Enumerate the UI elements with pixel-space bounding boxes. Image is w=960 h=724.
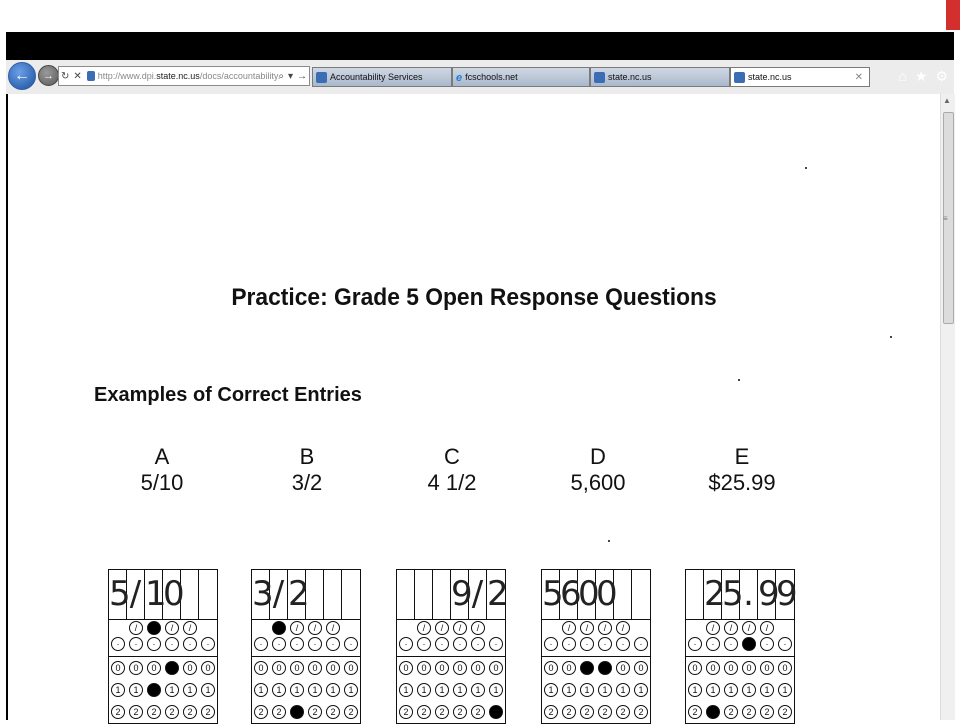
digit-bubble[interactable]: 0: [290, 661, 304, 675]
decimal-bubble[interactable]: ·: [544, 637, 558, 651]
slash-bubble[interactable]: /: [308, 621, 322, 635]
answer-cell: [433, 570, 451, 619]
decimal-point-row: [252, 636, 360, 652]
decimal-bubble[interactable]: ·: [165, 637, 179, 651]
slash-bubble[interactable]: /: [580, 621, 594, 635]
decimal-bubble[interactable]: ·: [399, 637, 413, 651]
digit-bubble[interactable]: 2: [435, 705, 449, 719]
digit-bubble[interactable]: 1: [742, 683, 756, 697]
decimal-bubble[interactable]: ·: [344, 637, 358, 651]
digit-bubble[interactable]: 0: [616, 661, 630, 675]
tab-accountability-services[interactable]: [312, 67, 452, 87]
decimal-point-row: [109, 636, 217, 652]
slash-bubble[interactable]: /: [471, 621, 485, 635]
slash-bubble[interactable]: /: [183, 621, 197, 635]
decimal-bubble[interactable]: ·: [111, 637, 125, 651]
digit-bubble[interactable]: 2: [544, 705, 558, 719]
digit-bubble[interactable]: 0: [111, 661, 125, 675]
example-letter: A: [154, 444, 170, 469]
answer-cell: 5: [542, 570, 560, 619]
answer-grid-b: [251, 569, 361, 724]
fraction-bar-row: [252, 620, 360, 636]
answer-cell: 0: [163, 570, 181, 619]
digit-bubble[interactable]: 2: [165, 705, 179, 719]
example-letter: E: [734, 444, 750, 469]
decimal-bubble[interactable]: ·: [580, 637, 594, 651]
answer-cell: 5: [109, 570, 127, 619]
answer-cell: /: [127, 570, 145, 619]
back-button[interactable]: [8, 62, 36, 90]
digit-bubble[interactable]: 0: [344, 661, 358, 675]
answer-cell: [686, 570, 704, 619]
handwritten-answer-row: [542, 570, 650, 620]
answer-cell: /: [270, 570, 288, 619]
digit-bubble[interactable]: 0: [489, 661, 503, 675]
digit-bubble[interactable]: 2: [453, 705, 467, 719]
fraction-bar-row: [109, 620, 217, 636]
digit-bubble[interactable]: 0: [760, 661, 774, 675]
digit-bubble[interactable]: 1: [326, 683, 340, 697]
answer-grid-c: [396, 569, 509, 724]
slash-bubble[interactable]: /: [760, 621, 774, 635]
slide-accent-bar: [946, 0, 960, 30]
digit-bubble[interactable]: 1: [471, 683, 485, 697]
decimal-bubble[interactable]: ·: [435, 637, 449, 651]
slash-bubble[interactable]: /: [453, 621, 467, 635]
digit-bubble[interactable]: 1: [201, 683, 215, 697]
digit-bubble[interactable]: 0: [471, 661, 485, 675]
digit-bubble[interactable]: 0: [129, 661, 143, 675]
favorites-icon[interactable]: ★: [914, 68, 928, 84]
digit-bubble[interactable]: 1: [254, 683, 268, 697]
example-value: 5/10: [140, 470, 184, 495]
tab-label: Accountability Services: [330, 72, 423, 82]
answer-grid-d: [541, 569, 651, 724]
digit-row-0: [686, 657, 794, 679]
digit-bubble[interactable]: 1: [489, 683, 503, 697]
answer-cell: 0: [596, 570, 614, 619]
go-arrow-icon[interactable]: →: [297, 70, 307, 82]
decimal-bubble[interactable]: ·: [778, 637, 792, 651]
answer-cell: 2: [704, 570, 722, 619]
example-letter: B: [299, 444, 315, 469]
digit-bubble[interactable]: 0: [183, 661, 197, 675]
digit-bubble[interactable]: 2: [580, 705, 594, 719]
digit-bubble[interactable]: 1: [544, 683, 558, 697]
digit-bubble[interactable]: 1: [165, 683, 179, 697]
digit-bubble[interactable]: 1: [760, 683, 774, 697]
digit-bubble[interactable]: 0: [272, 661, 286, 675]
slash-bubble[interactable]: /: [129, 621, 143, 635]
digit-bubble[interactable]: 1: [129, 683, 143, 697]
digit-bubble[interactable]: 2: [147, 705, 161, 719]
example-value: 5,600: [570, 470, 626, 495]
tab-state-nc-us[interactable]: [590, 67, 730, 87]
digit-bubble[interactable]: 1: [634, 683, 648, 697]
example-label-e: [682, 444, 802, 496]
digit-bubble[interactable]: 0: [453, 661, 467, 675]
digit-bubble[interactable]: 2: [201, 705, 215, 719]
digit-bubble[interactable]: 0: [544, 661, 558, 675]
digit-row-1: [397, 679, 505, 701]
answer-cell: [415, 570, 433, 619]
slash-bubble[interactable]: /: [435, 621, 449, 635]
close-tab-icon[interactable]: ✕: [854, 71, 863, 83]
digit-bubble[interactable]: 2: [272, 705, 286, 719]
decimal-bubble[interactable]: ·: [326, 637, 340, 651]
answer-cell: /: [469, 570, 487, 619]
answer-cell: 3: [252, 570, 270, 619]
decimal-bubble[interactable]: ·: [616, 637, 630, 651]
dropdown-icon[interactable]: ▾: [287, 70, 293, 82]
digit-bubble[interactable]: [598, 661, 612, 675]
answer-cell: 1: [145, 570, 163, 619]
digit-bubble[interactable]: 2: [742, 705, 756, 719]
digit-bubble[interactable]: 0: [435, 661, 449, 675]
search-icon[interactable]: ⌕: [278, 70, 284, 82]
digit-bubble[interactable]: 0: [688, 661, 702, 675]
page-title: Practice: Grade 5 Open Response Questions: [231, 284, 717, 311]
page-content: [8, 94, 940, 720]
browser-window: [6, 32, 954, 720]
site-icon: [594, 72, 605, 83]
digit-bubble[interactable]: 2: [254, 705, 268, 719]
answer-grid-a: [108, 569, 218, 724]
digit-bubble[interactable]: [290, 705, 304, 719]
digit-bubble[interactable]: 2: [344, 705, 358, 719]
digit-bubble[interactable]: 2: [471, 705, 485, 719]
answer-cell: 0: [578, 570, 596, 619]
digit-bubble[interactable]: 1: [290, 683, 304, 697]
digit-bubble[interactable]: 1: [616, 683, 630, 697]
digit-bubble[interactable]: 0: [201, 661, 215, 675]
digit-bubble[interactable]: 2: [760, 705, 774, 719]
answer-cell: [199, 570, 217, 619]
digit-bubble[interactable]: 1: [344, 683, 358, 697]
decimal-bubble[interactable]: ·: [760, 637, 774, 651]
address-bar[interactable]: [58, 66, 310, 86]
digit-bubble[interactable]: 1: [580, 683, 594, 697]
answer-cell: 6: [560, 570, 578, 619]
example-label-a: [102, 444, 222, 496]
digit-bubble[interactable]: 2: [111, 705, 125, 719]
vertical-scrollbar[interactable]: [940, 94, 955, 720]
digit-bubble[interactable]: 1: [562, 683, 576, 697]
decimal-bubble[interactable]: ·: [147, 637, 161, 651]
slash-bubble[interactable]: /: [742, 621, 756, 635]
forward-arrow-icon: →: [43, 69, 54, 82]
example-value: $25.99: [708, 470, 776, 495]
digit-bubble[interactable]: 1: [706, 683, 720, 697]
decimal-bubble[interactable]: ·: [724, 637, 738, 651]
digit-bubble[interactable]: [165, 661, 179, 675]
digit-bubble[interactable]: 1: [778, 683, 792, 697]
scan-speck: [608, 540, 610, 542]
decimal-bubble[interactable]: ·: [453, 637, 467, 651]
decimal-bubble[interactable]: ·: [290, 637, 304, 651]
digit-bubble[interactable]: 2: [183, 705, 197, 719]
back-arrow-icon: ←: [14, 67, 30, 84]
digit-bubble[interactable]: 2: [688, 705, 702, 719]
decimal-bubble[interactable]: ·: [562, 637, 576, 651]
example-label-d: [538, 444, 658, 496]
digit-row-1: [686, 679, 794, 701]
scroll-up-icon[interactable]: ▲: [943, 96, 951, 105]
slash-bubble[interactable]: /: [706, 621, 720, 635]
digit-bubble[interactable]: 0: [417, 661, 431, 675]
slash-bubble[interactable]: /: [326, 621, 340, 635]
digit-bubble[interactable]: 2: [616, 705, 630, 719]
answer-cell: 2: [487, 574, 509, 614]
decimal-bubble[interactable]: ·: [254, 637, 268, 651]
answer-cell: 9: [451, 570, 469, 619]
digit-bubble[interactable]: 2: [562, 705, 576, 719]
digit-bubble[interactable]: 2: [326, 705, 340, 719]
handwritten-answer-row: [109, 570, 217, 620]
digit-bubble[interactable]: 1: [111, 683, 125, 697]
digit-bubble[interactable]: 0: [562, 661, 576, 675]
digit-bubble[interactable]: 2: [399, 705, 413, 719]
decimal-bubble[interactable]: ·: [598, 637, 612, 651]
digit-bubble[interactable]: 0: [724, 661, 738, 675]
tab-fcschools[interactable]: [452, 67, 590, 87]
digit-row-0: [252, 657, 360, 679]
scroll-grip-icon: ≡: [943, 214, 948, 223]
answer-cell: [397, 570, 415, 619]
browser-chrome: [6, 32, 954, 98]
digit-row-0: [109, 657, 217, 679]
scan-speck: [890, 336, 892, 338]
digit-bubble[interactable]: 0: [308, 661, 322, 675]
digit-bubble[interactable]: 0: [399, 661, 413, 675]
decimal-bubble[interactable]: ·: [272, 637, 286, 651]
handwritten-answer-row: [686, 570, 798, 620]
digit-row-1: [109, 679, 217, 701]
answer-cell: [342, 570, 360, 619]
digit-bubble[interactable]: [147, 683, 161, 697]
example-value: 3/2: [291, 470, 323, 495]
site-icon: [316, 72, 327, 83]
digit-bubble[interactable]: 2: [417, 705, 431, 719]
digit-bubble[interactable]: 2: [724, 705, 738, 719]
decimal-bubble[interactable]: ·: [201, 637, 215, 651]
digit-bubble[interactable]: 1: [435, 683, 449, 697]
digit-bubble[interactable]: 1: [417, 683, 431, 697]
tab-label: fcschools.net: [465, 72, 518, 82]
scan-speck: [738, 379, 740, 381]
digit-bubble[interactable]: 0: [147, 661, 161, 675]
handwritten-answer-row: [397, 570, 509, 620]
digit-bubble[interactable]: 2: [598, 705, 612, 719]
digit-bubble[interactable]: 1: [724, 683, 738, 697]
forward-button[interactable]: [38, 65, 59, 86]
digit-bubble[interactable]: 0: [634, 661, 648, 675]
toolbar-icons: [898, 68, 948, 85]
example-value: 4 1/2: [427, 470, 477, 495]
digit-bubble[interactable]: 0: [778, 661, 792, 675]
answer-cell: [181, 570, 199, 619]
digit-bubble[interactable]: 1: [688, 683, 702, 697]
digit-bubble[interactable]: 1: [598, 683, 612, 697]
digit-bubble[interactable]: 2: [778, 705, 792, 719]
digit-bubble[interactable]: [489, 705, 503, 719]
slash-bubble[interactable]: [272, 621, 286, 635]
scan-speck: [805, 167, 807, 169]
answer-grid-e: [685, 569, 798, 724]
decimal-bubble[interactable]: ·: [417, 637, 431, 651]
digit-bubble[interactable]: [706, 705, 720, 719]
decimal-bubble[interactable]: [742, 637, 756, 651]
digit-bubble[interactable]: 2: [308, 705, 322, 719]
digit-row-0: [397, 657, 505, 679]
handwritten-answer-row: [252, 570, 360, 620]
digit-bubble[interactable]: 2: [129, 705, 143, 719]
slash-bubble[interactable]: /: [562, 621, 576, 635]
digit-bubble[interactable]: [580, 661, 594, 675]
example-label-c: [392, 444, 512, 496]
answer-cell: 2: [288, 570, 306, 619]
decimal-point-row: [686, 636, 794, 652]
digit-bubble[interactable]: 0: [326, 661, 340, 675]
site-favicon-icon: [87, 71, 95, 81]
decimal-bubble[interactable]: ·: [706, 637, 720, 651]
tab-state-nc-us-active[interactable]: [730, 67, 870, 87]
digit-bubble[interactable]: 1: [308, 683, 322, 697]
fraction-bar-row: [542, 620, 650, 636]
decimal-bubble[interactable]: ·: [129, 637, 143, 651]
answer-cell: 9: [776, 574, 798, 614]
slash-bubble[interactable]: /: [616, 621, 630, 635]
tab-label: state.nc.us: [608, 72, 652, 82]
digit-bubble[interactable]: 2: [634, 705, 648, 719]
home-icon[interactable]: ⌂: [898, 68, 907, 84]
decimal-bubble[interactable]: ·: [471, 637, 485, 651]
answer-cell: 5: [722, 570, 740, 619]
decimal-bubble[interactable]: ·: [308, 637, 322, 651]
slash-bubble[interactable]: /: [598, 621, 612, 635]
digit-row-1: [252, 679, 360, 701]
slash-bubble[interactable]: /: [165, 621, 179, 635]
digit-row-0: [542, 657, 650, 679]
fraction-bar-row: [686, 620, 794, 636]
gear-icon[interactable]: ⚙: [935, 68, 948, 84]
slash-bubble[interactable]: /: [290, 621, 304, 635]
address-url[interactable]: http://www.dpi.state.nc.us/docs/accountability: [97, 71, 279, 81]
fraction-bar-row: [397, 620, 505, 636]
digit-bubble[interactable]: 0: [706, 661, 720, 675]
digit-bubble[interactable]: 1: [183, 683, 197, 697]
decimal-bubble[interactable]: ·: [183, 637, 197, 651]
decimal-point-row: [542, 636, 650, 652]
decimal-bubble[interactable]: ·: [688, 637, 702, 651]
slash-bubble[interactable]: [147, 621, 161, 635]
stop-icon[interactable]: ✕: [73, 70, 82, 82]
answer-cell: .: [740, 570, 758, 619]
digit-bubble[interactable]: 1: [272, 683, 286, 697]
section-heading: Examples of Correct Entries: [94, 384, 362, 406]
example-letter: C: [444, 444, 460, 469]
digit-bubble[interactable]: 0: [742, 661, 756, 675]
answer-cell: [632, 570, 650, 619]
decimal-bubble[interactable]: ·: [489, 637, 503, 651]
example-letter: D: [590, 444, 606, 469]
digit-bubble[interactable]: 1: [453, 683, 467, 697]
tab-label: state.nc.us: [748, 72, 792, 82]
slash-bubble[interactable]: /: [724, 621, 738, 635]
answer-cell: [324, 570, 342, 619]
refresh-icon[interactable]: ↻: [61, 70, 70, 82]
ie-icon: e: [456, 71, 463, 84]
decimal-point-row: [397, 636, 505, 652]
answer-cell: [614, 570, 632, 619]
answer-cell: 9: [758, 570, 776, 619]
digit-bubble[interactable]: 1: [399, 683, 413, 697]
example-label-b: [247, 444, 367, 496]
slash-bubble[interactable]: /: [417, 621, 431, 635]
digit-row-1: [542, 679, 650, 701]
decimal-bubble[interactable]: ·: [634, 637, 648, 651]
answer-cell: [306, 570, 324, 619]
site-icon: [734, 72, 745, 83]
digit-bubble[interactable]: 0: [254, 661, 268, 675]
